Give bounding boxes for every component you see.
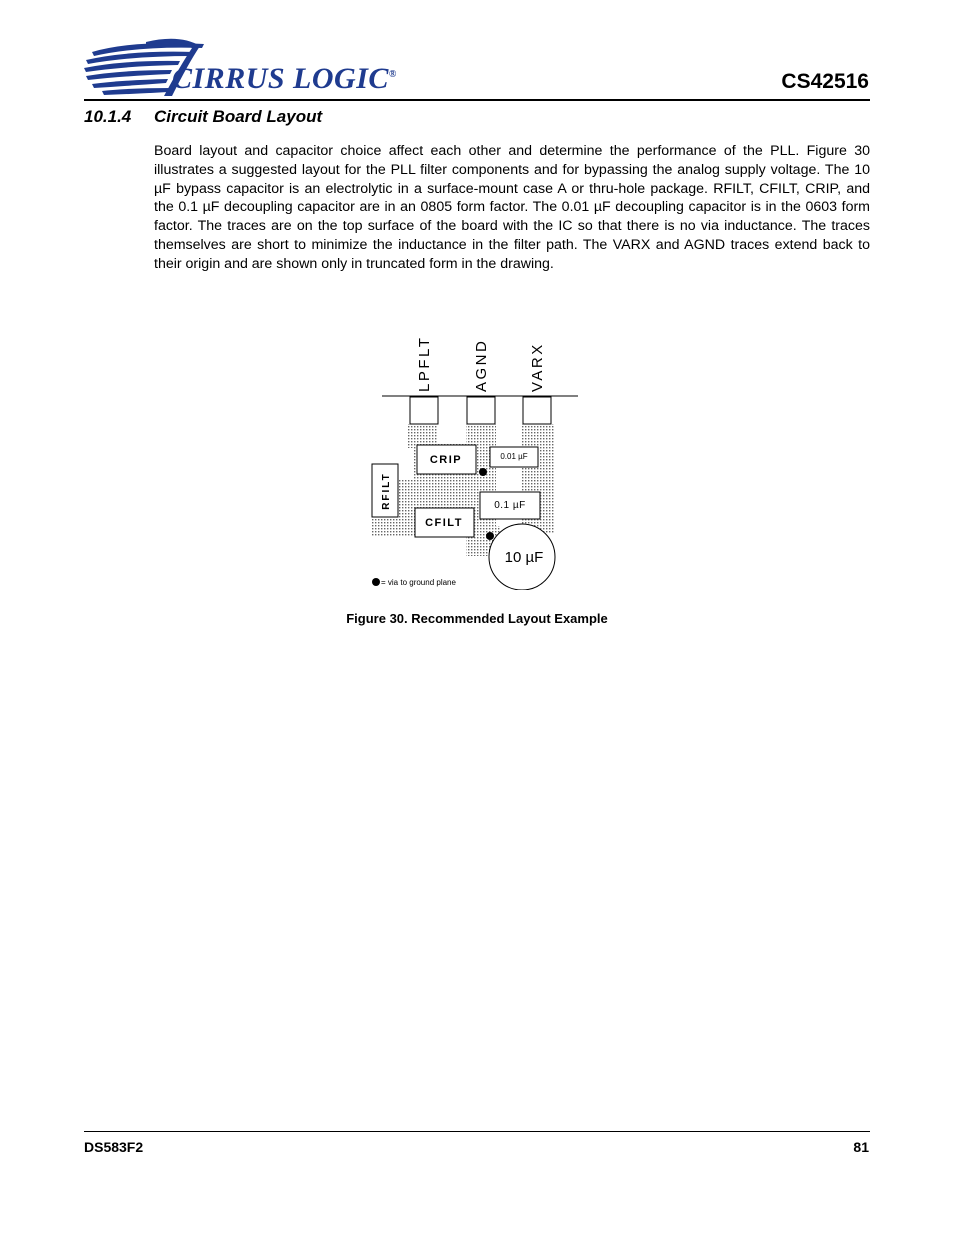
ground-via-icon xyxy=(479,468,487,476)
header-rule xyxy=(84,99,870,101)
ground-via-icon xyxy=(486,532,494,540)
cap-10uf-label: 10 µF xyxy=(504,549,544,566)
body-paragraph: Board layout and capacitor choice affect each other and determine the performance of the PLL. Figure 30 illustrates a suggested layout for the PLL filter components and for bypassing the analog supply voltage. The 10 µF bypass capacitor is an electrolytic in a surface-mount case A or thru-hole package. RFILT, CFILT, CRIP, and the 0.1 µF decoupling capacitor are in an 0805 form factor. The 0.01 µF decoupling capacitor is in the 0603 form factor. The traces are on the top surface of the board with the IC so that there is no via inductance. The traces themselves are short to minimize the inductance in the filter path. The VARX and AGND traces extend back to their origin and are shown only in truncated form in the drawing. xyxy=(154,143,870,272)
pin-pad-lpflt xyxy=(410,397,438,424)
crip-label: CRIP xyxy=(429,454,463,466)
pin-label-lpflt: LPFLT xyxy=(416,335,433,392)
figure-caption: Figure 30. Recommended Layout Example xyxy=(346,611,608,626)
section-heading xyxy=(84,107,322,127)
pin-pad-agnd xyxy=(467,397,495,424)
section-title: Circuit Board Layout xyxy=(154,107,323,126)
rfilt-label: RFILT xyxy=(381,472,392,510)
layout-figure xyxy=(360,330,590,590)
pin-pad-varx xyxy=(523,397,551,424)
part-number: CS42516 xyxy=(781,70,869,93)
cfilt-label: CFILT xyxy=(425,517,463,529)
cap-0-01uf-label: 0.01 µF xyxy=(500,452,528,461)
page-number: 81 xyxy=(853,1139,869,1155)
legend-via-icon xyxy=(372,578,380,586)
logo-wordmark: CIRRUS LOGIC® xyxy=(172,62,397,95)
pin-label-agnd: AGND xyxy=(473,338,490,392)
section-number: 10.1.4 xyxy=(84,107,132,126)
footer-rule xyxy=(84,1131,870,1132)
document-id: DS583F2 xyxy=(84,1139,144,1155)
cap-0-1uf-label: 0.1 µF xyxy=(494,500,526,511)
legend-text: = via to ground plane xyxy=(381,578,456,587)
pin-label-varx: VARX xyxy=(529,342,546,392)
